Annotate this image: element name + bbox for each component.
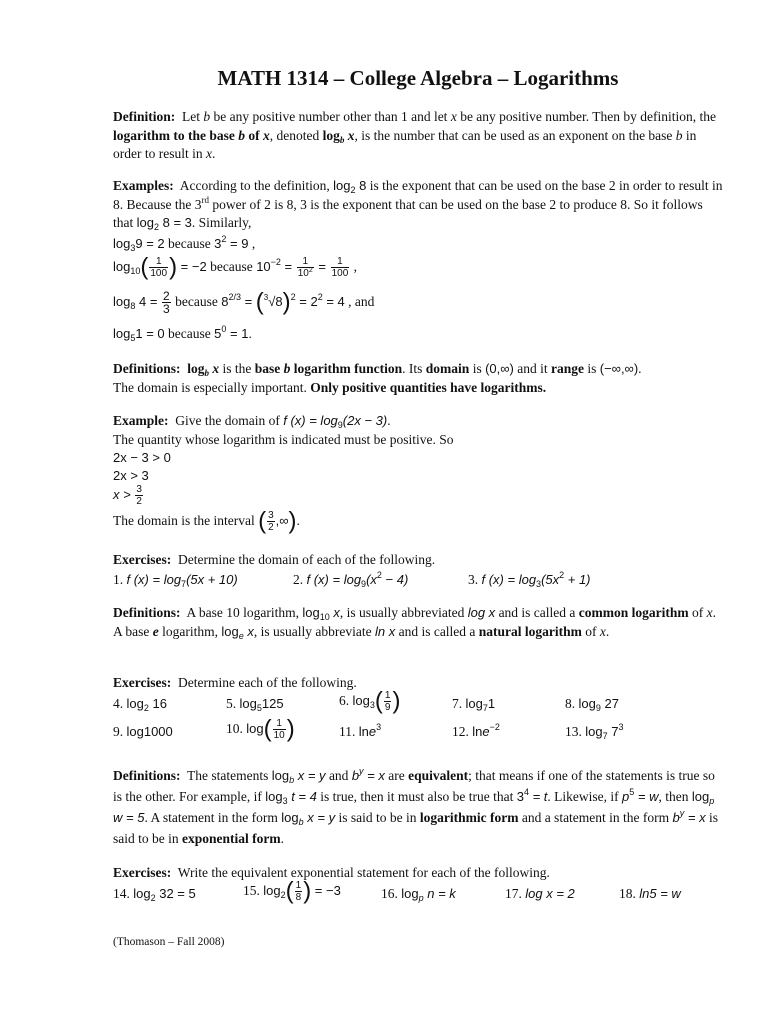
example-line-log5: $\log_51 = 0$ because $5^0 = 1$. xyxy=(113,324,253,343)
text: Determine the domain of each of the following. xyxy=(177,552,436,567)
exercise-item: 14. $\log_2 32 = 5$ xyxy=(113,886,196,903)
exercise-item: 6. $\log_3$( $\frac{1}{9}$ ) xyxy=(339,687,401,715)
text: is xyxy=(469,361,486,376)
logb-notation: $\log_b x$ xyxy=(187,361,220,378)
definitions-label: Definitions: xyxy=(113,768,181,783)
text: Let xyxy=(182,109,204,124)
bold-term: logarithm to the base b of x xyxy=(113,127,270,143)
bold-common-logarithm: common logarithm xyxy=(578,605,689,620)
example-line-log10: $\log_{10}$( $\frac{1}{100}$ ) = −2 because $10^{-2}$ = $\frac{1}{10^2}$ = $\frac{1}{100}$ , xyxy=(113,253,358,281)
bold-domain: domain xyxy=(425,361,470,376)
var-x: x xyxy=(450,109,457,124)
text: . Its xyxy=(402,361,426,376)
math-log2-8: $\log_2 8$ xyxy=(333,178,367,195)
var-b: b xyxy=(203,109,211,124)
text: power of 2 is 8, 3 is the exponent that can be used on the base 2 to produce 8. So it follows that xyxy=(113,196,703,230)
text: be any positive number. Then by definition, the xyxy=(456,109,717,124)
bold-logarithmic-form: logarithmic form xyxy=(419,810,519,825)
exercise-item: 2. f $(x) = \log_9(x^2 - 4)$ xyxy=(293,570,409,589)
text: The quantity whose logarithm is indicated must be positive. So xyxy=(113,431,454,447)
exercise-item: 8. $\log_9 27$ xyxy=(565,696,619,713)
examples-paragraph xyxy=(113,177,723,233)
domain-interval-line: The domain is the interval ( $\frac{3}{2}$ ,∞). xyxy=(113,507,300,535)
bold-range: range xyxy=(550,361,584,376)
example-line-log8: $\log_8 4$ = $\frac{2}{3}$ because $8^{2/3} = (^3√8)^2 = 2^2 = 4$ , and xyxy=(113,288,375,316)
text: and it xyxy=(513,361,551,376)
exercises-label: Exercises: xyxy=(113,552,172,567)
example-domain xyxy=(113,412,723,449)
exercise-item: 13. $\log_7 7^3$ xyxy=(565,722,624,741)
exercises-label: Exercises: xyxy=(113,865,172,880)
math-log2-8-eq-3: $\log_2 8 = 3$ xyxy=(136,215,192,232)
domain-interval: (0,∞) xyxy=(485,361,514,376)
inequality-1: 2x − 3 > 0 xyxy=(113,450,171,465)
exercises-evaluate xyxy=(113,674,723,693)
text: According to the definition, xyxy=(179,178,334,193)
exercises-exponential xyxy=(113,864,723,883)
exercise-item: 12. lne$^{-2}$ xyxy=(452,722,500,739)
text: . Similarly, xyxy=(191,215,252,230)
bold-exponential-form: exponential form xyxy=(182,831,281,846)
exercise-item: 4. $\log_2 16$ xyxy=(113,696,167,713)
example-line-log3-9: $\log_39 = 2$ because $3^2 = 9$ , xyxy=(113,234,256,253)
exercise-item: 9. log1000 xyxy=(113,724,173,739)
text: , is the number that can be used as an exponent on the base xyxy=(354,127,676,143)
exercise-item: 18. ln5 = w xyxy=(619,886,681,901)
text: in order to result in xyxy=(113,127,697,161)
exercises-domain xyxy=(113,551,723,570)
text: is the exponent that can be used on the base 2 in order to result in 8. Because the 3 xyxy=(113,178,723,212)
text: be any positive number other than 1 and let xyxy=(210,109,451,124)
definitions-label: Definitions: xyxy=(113,605,181,620)
bold-statement: Only positive quantities have logarithms. xyxy=(310,379,547,395)
bold-equivalent: equivalent xyxy=(408,768,469,783)
bold-term: base b logarithm function xyxy=(254,361,403,376)
example-label: Example: xyxy=(113,413,169,428)
text: . xyxy=(211,146,216,161)
exercise-item: 5. $\log_5125$ xyxy=(226,696,284,713)
definition-label: Definition: xyxy=(113,109,176,124)
var-b: b xyxy=(675,127,683,143)
definition-common-natural: Definitions: A base 10 logarithm, $\log_{10} x$, is usually abbreviated log x and is called a common logarithm of x. A base e logarithm, $\log_e x$, is usually abbreviate ln x and is called a natural logarithm of x. xyxy=(113,605,717,641)
exercises-label: Exercises: xyxy=(113,675,172,690)
bold-natural-logarithm: natural logarithm xyxy=(478,623,582,639)
footer-credit: (Thomason – Fall 2008) xyxy=(113,936,225,948)
text: . xyxy=(387,413,391,428)
definition-logarithm xyxy=(113,108,723,164)
exercise-item: 15. $\log_2$( $\frac{1}{8}$ ) = −3 xyxy=(243,877,341,905)
exercise-item: 3. f $(x) = \log_3(5x^2 + 1)$ xyxy=(468,570,591,589)
text: Write the equivalent exponential statement for each of the following. xyxy=(177,865,550,880)
exercise-item: 17. log x = 2 xyxy=(505,886,575,901)
page-title: MATH 1314 – College Algebra – Logarithms xyxy=(217,66,619,90)
text: , denoted xyxy=(269,127,323,143)
logb-notation: $\log_b x$ xyxy=(322,127,355,145)
definitions-label: Definitions: xyxy=(113,361,181,376)
text: is the xyxy=(219,361,255,376)
text: The domain is especially important. xyxy=(113,379,311,395)
inequality-2: 2x > 3 xyxy=(113,468,149,483)
exercise-item: 16. $\log_p n = k$ xyxy=(381,886,456,903)
exercise-item: 10. log( $\frac{1}{10}$ ) xyxy=(226,715,295,743)
exercise-item: 7. $\log_71$ xyxy=(452,696,496,713)
superscript: rd xyxy=(201,194,209,205)
text: Determine each of the following. xyxy=(177,675,357,690)
definition-log-function xyxy=(113,360,723,397)
exercise-item: 11. lne$^3$ xyxy=(339,722,382,739)
text: Give the domain of xyxy=(175,413,284,428)
range-interval: (−∞,∞) xyxy=(599,361,639,376)
math-fx: f $(x) = \log_9(2x - 3)$ xyxy=(283,413,388,430)
definition-equivalent-forms: Definitions: The statements $\log_b x = y$ and $b^y = x$ are equivalent; that means if one of the statements is true so is the other. For example, if $\log_3 t = 4$ is true, then it must also be true that $3^4 = t$. Likewise, if $p^5 = w$, then $\log_p w = 5$. A statement in the form $\log_b x = y$ is said to be in logarithmic form and a statement in the form $b^y = x$ is said to be in exponential form. xyxy=(113,766,718,846)
exercise-item: 1. f $(x) = \log_7(5x + 10)$ xyxy=(113,572,238,589)
text: . xyxy=(638,361,642,376)
text: is xyxy=(583,361,600,376)
examples-label: Examples: xyxy=(113,178,174,193)
var-x: x xyxy=(205,146,212,161)
inequality-3: x > $\frac{3}{2}$ xyxy=(113,484,142,507)
